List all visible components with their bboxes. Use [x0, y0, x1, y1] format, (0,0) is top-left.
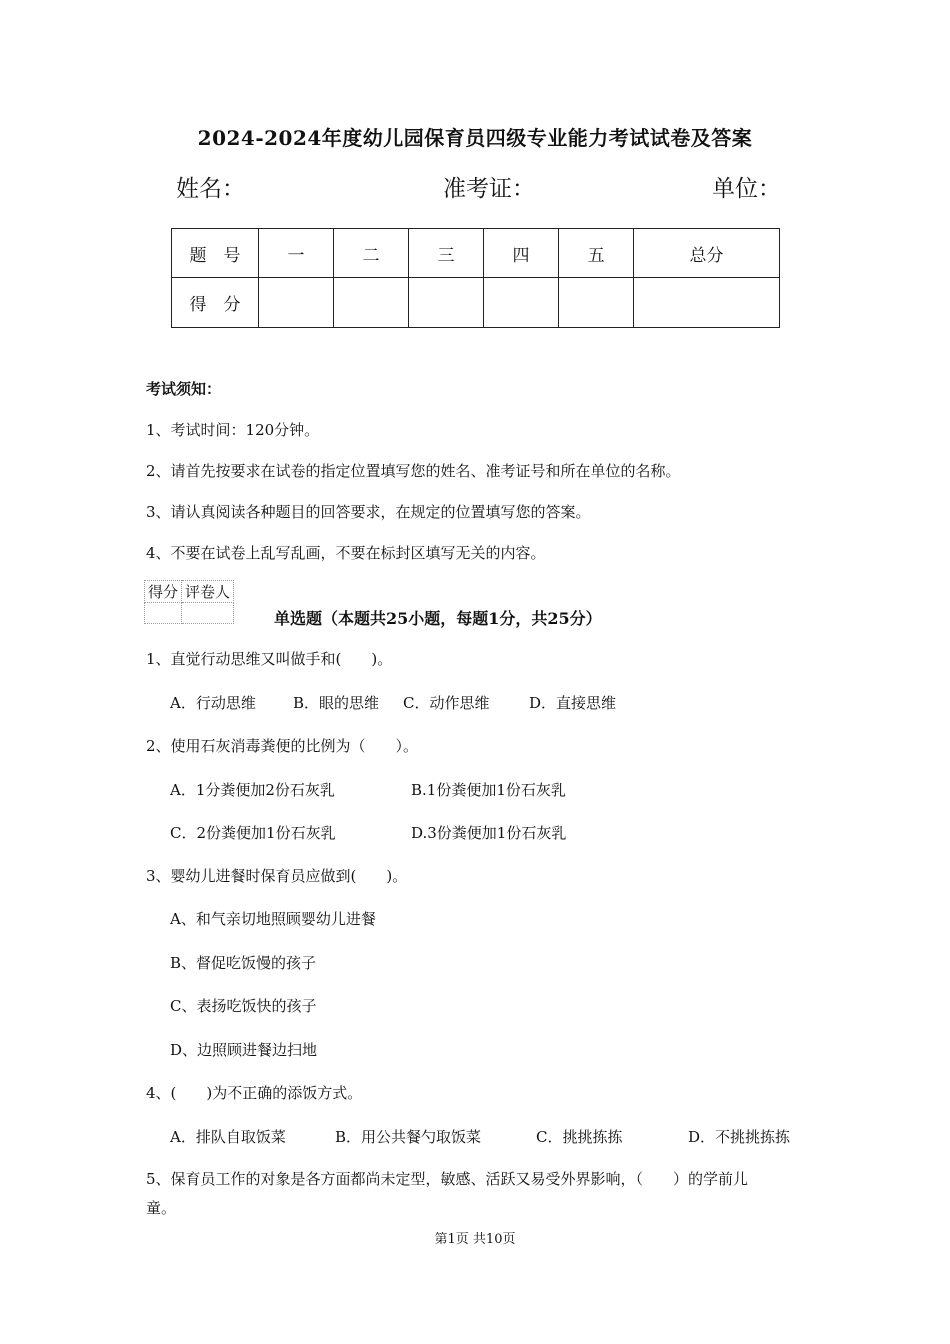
unit-field-label: 单位：: [712, 176, 781, 202]
answer-option[interactable]: B、督促吃饭慢的孩子: [170, 954, 317, 972]
document-title: 2024-2024年度幼儿园保育员四级专业能力考试试卷及答案: [197, 126, 753, 150]
answer-option[interactable]: A．1分粪便加2份石灰乳: [170, 781, 335, 799]
grader-score-label: 得分: [145, 581, 182, 603]
answer-option[interactable]: B.1份粪便加1份石灰乳: [411, 781, 566, 799]
notice-item: 1、考试时间：120分钟。: [146, 421, 320, 439]
answer-option[interactable]: C．2份粪便加1份石灰乳: [170, 824, 336, 842]
score-row-label: 得 分: [172, 278, 259, 328]
question-stem: 4、( )为不正确的添饭方式。: [146, 1084, 363, 1102]
grader-score-cell[interactable]: [145, 603, 182, 624]
grader-name-cell[interactable]: [182, 603, 234, 624]
score-cell[interactable]: [634, 278, 780, 328]
score-cell[interactable]: [409, 278, 484, 328]
candidate-info-row: [176, 170, 781, 204]
notice-item: 4、不要在试卷上乱写乱画，不要在标封区填写无关的内容。: [146, 544, 546, 562]
notice-item: 2、请首先按要求在试卷的指定位置填写您的姓名、准考证号和所在单位的名称。: [146, 462, 681, 480]
score-table-header-cell: 题 号: [172, 229, 259, 278]
score-table-header-cell: 三: [409, 229, 484, 278]
question-stem: 1、直觉行动思维又叫做手和( )。: [146, 650, 393, 668]
answer-option[interactable]: C、表扬吃饭快的孩子: [170, 997, 317, 1015]
question-stem: 5、保育员工作的对象是各方面都尚未定型，敏感、活跃又易受外界影响，（ ）的学前儿: [146, 1170, 749, 1188]
grader-name-label: 评卷人: [182, 581, 234, 603]
score-table-header-cell: 四: [484, 229, 559, 278]
score-cell[interactable]: [334, 278, 409, 328]
answer-option[interactable]: D.3份粪便加1份石灰乳: [411, 824, 567, 842]
score-table-header-cell: 二: [334, 229, 409, 278]
answer-option[interactable]: C．挑挑拣拣: [536, 1128, 623, 1146]
exam-id-field-label: 准考证：: [443, 176, 535, 202]
page-footer: 第1页 共10页: [434, 1232, 516, 1247]
grader-box: [144, 580, 234, 624]
question-stem: 3、婴幼儿进餐时保育员应做到( )。: [146, 867, 408, 885]
answer-option[interactable]: B．眼的思维: [293, 694, 380, 712]
score-cell[interactable]: [484, 278, 559, 328]
answer-option[interactable]: A．行动思维: [170, 694, 256, 712]
question-stem-continued: 童。: [146, 1199, 177, 1217]
answer-option[interactable]: B．用公共餐勺取饭菜: [335, 1128, 482, 1146]
score-table-header-row: [172, 229, 780, 278]
score-table-header-cell: 总分: [634, 229, 780, 278]
score-table-score-row: [172, 278, 780, 328]
score-table-header-cell: 一: [259, 229, 334, 278]
score-table-header-cell: 五: [559, 229, 634, 278]
answer-option[interactable]: A、和气亲切地照顾婴幼儿进餐: [170, 910, 376, 928]
score-cell[interactable]: [559, 278, 634, 328]
answer-option[interactable]: D．不挑挑拣拣: [688, 1128, 791, 1146]
score-cell[interactable]: [259, 278, 334, 328]
notice-item: 3、请认真阅读各种题目的回答要求，在规定的位置填写您的答案。: [146, 503, 591, 521]
answer-option[interactable]: D．直接思维: [529, 694, 617, 712]
answer-option[interactable]: C．动作思维: [403, 694, 490, 712]
answer-option[interactable]: A．排队自取饭菜: [170, 1128, 286, 1146]
notice-heading: 考试须知：: [146, 380, 222, 398]
name-field-label: 姓名：: [176, 176, 245, 202]
score-table: [171, 228, 780, 328]
section-title: 单选题（本题共25小题，每题1分，共25分）: [274, 609, 602, 628]
answer-option[interactable]: D、边照顾进餐边扫地: [170, 1041, 318, 1059]
question-stem: 2、使用石灰消毒粪便的比例为（ ）。: [146, 737, 419, 755]
